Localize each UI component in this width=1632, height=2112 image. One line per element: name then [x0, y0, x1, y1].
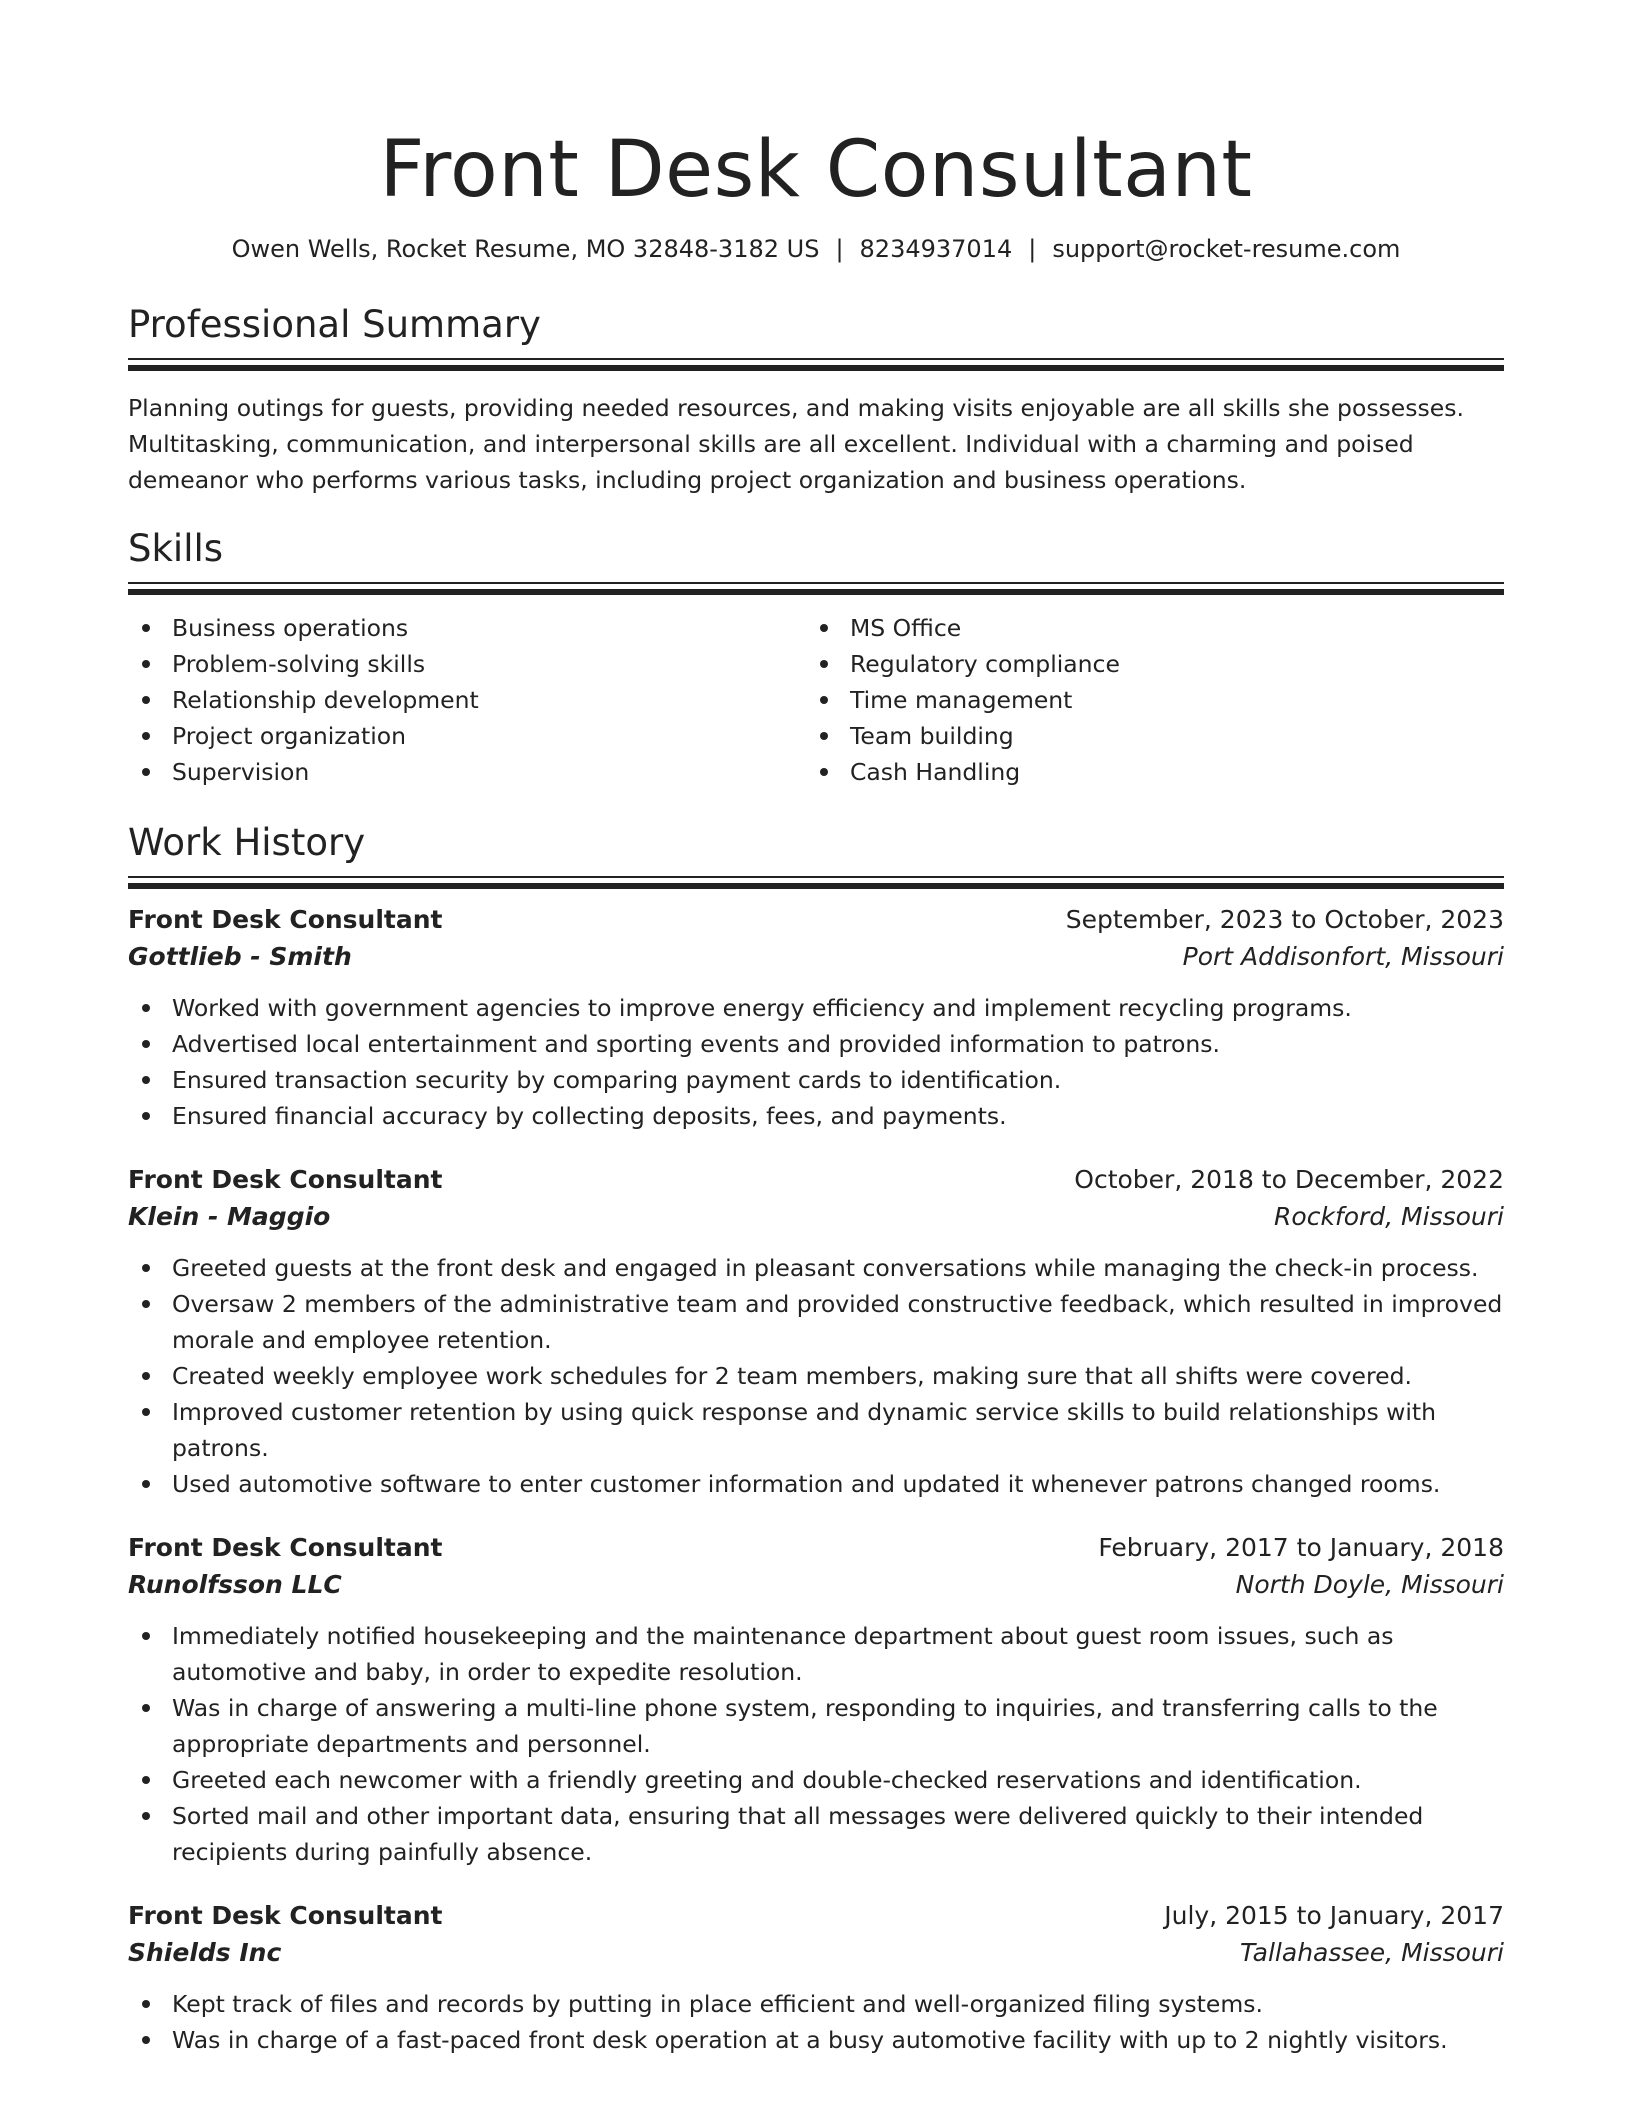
skill-item — [128, 718, 806, 754]
job-bullet-list — [128, 1250, 1504, 1502]
job-bullet-text: Immediately notified housekeeping and the maintenance department about guest room issues, such as automotive and baby, in order to expedite resolution. — [172, 1622, 1394, 1686]
job-bullet — [128, 1026, 1504, 1062]
job-bullet-text: Was in charge of answering a multi-line phone system, responding to inquiries, and transferring calls to the appropriate departments and personnel. — [172, 1694, 1438, 1758]
job-bullet — [128, 1250, 1504, 1286]
job-location: North Doyle, Missouri — [1235, 1570, 1504, 1599]
job-bullet — [128, 1762, 1504, 1798]
job-bullet-text: Worked with government agencies to improve energy efficiency and implement recycling programs. — [172, 994, 1352, 1022]
job-bullet-list — [128, 990, 1504, 1134]
job-bullet-text: Advertised local entertainment and sporting events and provided information to patrons. — [172, 1030, 1221, 1058]
contact-separator: | — [835, 235, 844, 263]
job-dates: September, 2023 to October, 2023 — [1065, 905, 1504, 934]
job-location: Tallahassee, Missouri — [1240, 1938, 1504, 1967]
bullet-icon — [142, 2036, 150, 2044]
job-bullet — [128, 1798, 1504, 1870]
job-company: Runolfsson LLC — [128, 1570, 342, 1599]
skill-item — [806, 646, 1484, 682]
bullet-icon — [142, 1812, 150, 1820]
job-bullet — [128, 1986, 1504, 2022]
skill-item-list — [128, 610, 806, 790]
bullet-icon — [142, 1076, 150, 1084]
job-entry — [128, 1898, 1504, 2058]
skill-item — [806, 682, 1484, 718]
job-bullet — [128, 1690, 1504, 1762]
job-entry — [128, 902, 1504, 1134]
skill-item-text: Cash Handling — [850, 758, 1021, 786]
job-title: Front Desk Consultant — [128, 1901, 443, 1930]
section-heading-skills: Skills — [128, 527, 224, 570]
skill-item-text: Regulatory compliance — [850, 650, 1120, 678]
skill-item — [128, 754, 806, 790]
bullet-icon — [142, 1704, 150, 1712]
job-title: Front Desk Consultant — [128, 1533, 443, 1562]
job-bullet-text: Oversaw 2 members of the administrative team and provided constructive feedback, which resulted in improved morale and employee retention. — [172, 1290, 1503, 1354]
job-bullet — [128, 1466, 1504, 1502]
bullet-icon — [142, 1480, 150, 1488]
skill-item — [128, 646, 806, 682]
bullet-icon — [142, 1004, 150, 1012]
bullet-icon — [820, 768, 828, 776]
resume-page — [128, 0, 1504, 2058]
bullet-icon — [142, 1112, 150, 1120]
skills-column-left — [128, 610, 806, 790]
skill-item-text: Supervision — [172, 758, 310, 786]
bullet-icon — [142, 660, 150, 668]
skill-item — [806, 754, 1484, 790]
job-bullet-text: Was in charge of a fast-paced front desk operation at a busy automotive facility with up to 2 nightly visitors. — [172, 2026, 1448, 2054]
section-divider — [128, 876, 1504, 886]
job-company: Gottlieb - Smith — [128, 942, 352, 971]
job-bullet-text: Improved customer retention by using quick response and dynamic service skills to build relationships with patrons. — [172, 1398, 1437, 1462]
skill-item-text: Time management — [850, 686, 1073, 714]
job-title: Front Desk Consultant — [128, 905, 443, 934]
skill-item — [128, 682, 806, 718]
summary-text: Planning outings for guests, providing needed resources, and making visits enjoyable are all skills she possesses. Multitasking, communication, and interpersonal skills are all excellent. Individual with a charming and poised demeanor who performs various tasks, including project organization and business operations. — [128, 394, 1464, 494]
job-bullet — [128, 1358, 1504, 1394]
job-company: Shields Inc — [128, 1938, 282, 1967]
bullet-icon — [142, 1264, 150, 1272]
job-company: Klein - Maggio — [128, 1202, 331, 1231]
section-divider — [128, 582, 1504, 592]
bullet-icon — [142, 732, 150, 740]
job-bullet-list — [128, 1986, 1504, 2058]
skill-item-text: Project organization — [172, 722, 406, 750]
skill-item-text: Relationship development — [172, 686, 479, 714]
bullet-icon — [142, 1776, 150, 1784]
bullet-icon — [142, 2000, 150, 2008]
job-bullet-text: Ensured financial accuracy by collecting deposits, fees, and payments. — [172, 1102, 1007, 1130]
job-location: Rockford, Missouri — [1274, 1202, 1504, 1231]
job-dates: July, 2015 to January, 2017 — [1164, 1901, 1504, 1930]
section-divider — [128, 358, 1504, 368]
work-history-section — [128, 820, 1504, 2058]
bullet-icon — [142, 1040, 150, 1048]
contact-phone: 8234937014 — [859, 235, 1013, 263]
job-entry — [128, 1530, 1504, 1870]
skill-item — [806, 718, 1484, 754]
contact-email[interactable]: support@rocket-resume.com — [1052, 235, 1401, 263]
job-bullet-text: Ensured transaction security by comparing payment cards to identification. — [172, 1066, 1062, 1094]
job-dates: October, 2018 to December, 2022 — [1074, 1165, 1504, 1194]
bullet-icon — [820, 732, 828, 740]
job-bullet — [128, 1062, 1504, 1098]
bullet-icon — [820, 696, 828, 704]
job-location: Port Addisonfort, Missouri — [1182, 942, 1504, 971]
job-bullet-text: Kept track of files and records by putting in place efficient and well-organized filing systems. — [172, 1990, 1263, 2018]
job-title: Front Desk Consultant — [128, 1165, 443, 1194]
job-entry — [128, 1162, 1504, 1502]
contact-separator: | — [1028, 235, 1037, 263]
job-bullet-text: Greeted guests at the front desk and engaged in pleasant conversations while managing the check-in process. — [172, 1254, 1479, 1282]
contact-address: Owen Wells, Rocket Resume, MO 32848-3182 US — [231, 235, 820, 263]
job-bullet — [128, 1286, 1504, 1358]
skill-item-text: Problem-solving skills — [172, 650, 426, 678]
skill-item-text: Business operations — [172, 614, 409, 642]
skills-list — [128, 610, 1504, 790]
bullet-icon — [142, 1408, 150, 1416]
job-bullet-text: Greeted each newcomer with a friendly greeting and double-checked reservations and identification. — [172, 1766, 1362, 1794]
contact-line — [128, 232, 1504, 266]
skill-item — [806, 610, 1484, 646]
bullet-icon — [142, 624, 150, 632]
bullet-icon — [142, 696, 150, 704]
job-bullet — [128, 1618, 1504, 1690]
skill-item-text: MS Office — [850, 614, 962, 642]
bullet-icon — [820, 624, 828, 632]
job-bullet-text: Sorted mail and other important data, ensuring that all messages were delivered quickly to their intended recipients during painfully absence. — [172, 1802, 1424, 1866]
skills-column-right — [806, 610, 1484, 790]
job-bullet-text: Created weekly employee work schedules for 2 team members, making sure that all shifts were covered. — [172, 1362, 1412, 1390]
bullet-icon — [142, 768, 150, 776]
section-heading-work-history: Work History — [128, 821, 366, 864]
job-bullet-text: Used automotive software to enter customer information and updated it whenever patrons changed rooms. — [172, 1470, 1441, 1498]
bullet-icon — [142, 1300, 150, 1308]
job-dates: February, 2017 to January, 2018 — [1098, 1533, 1504, 1562]
job-bullet — [128, 990, 1504, 1026]
job-bullet — [128, 1394, 1504, 1466]
job-bullet-list — [128, 1618, 1504, 1870]
job-bullet — [128, 2022, 1504, 2058]
summary-section — [128, 302, 1504, 498]
bullet-icon — [142, 1632, 150, 1640]
bullet-icon — [142, 1372, 150, 1380]
skill-item-list — [806, 610, 1484, 790]
job-bullet — [128, 1098, 1504, 1134]
section-heading-summary: Professional Summary — [128, 303, 541, 346]
skill-item-text: Team building — [850, 722, 1014, 750]
skills-section — [128, 526, 1504, 790]
skill-item — [128, 610, 806, 646]
bullet-icon — [820, 660, 828, 668]
resume-title: Front Desk Consultant — [379, 125, 1253, 215]
